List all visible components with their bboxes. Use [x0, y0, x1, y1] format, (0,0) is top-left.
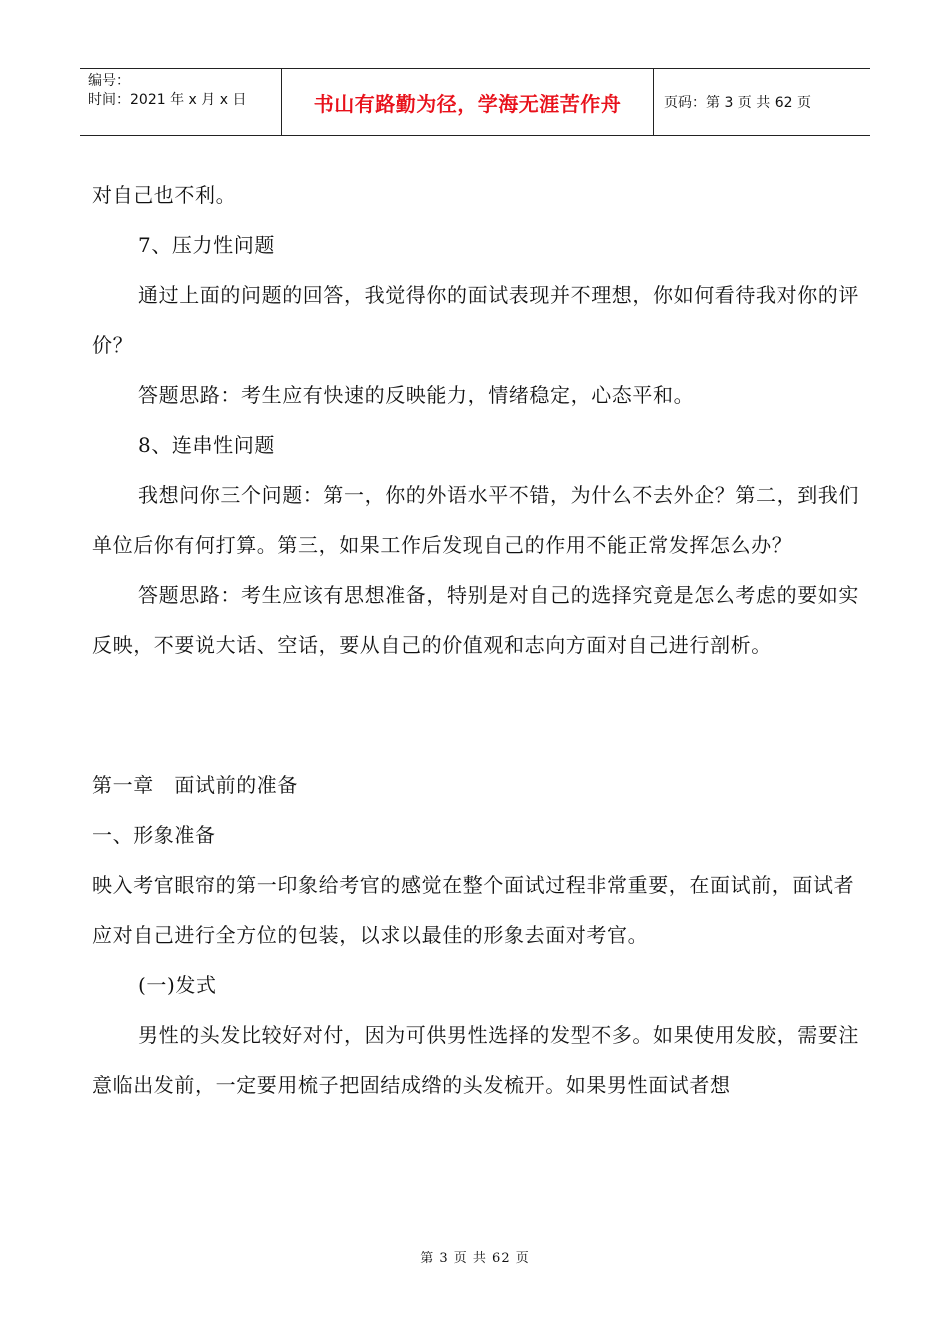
section-heading: 7、压力性问题 — [138, 233, 275, 257]
subsection-heading: (一)发式 — [138, 973, 217, 997]
paragraph: 映入考官眼帘的第一印象给考官的感觉在整个面试过程非常重要，在面试前，面试者应对自己进行全方位的包装，以求以最佳的形象去面对考官。 — [92, 873, 855, 947]
section-heading: 8、连串性问题 — [138, 433, 275, 457]
document-body — [92, 170, 862, 1110]
time-label: 时间：2021 年 x 月 x 日 — [88, 92, 247, 108]
page-footer: 第 3 页 共 62 页 — [420, 1251, 530, 1266]
spacer — [92, 670, 862, 760]
section-heading: 一、形象准备 — [92, 823, 216, 847]
paragraph: 答题思路：考生应该有思想准备，特别是对自己的选择究竟是怎么考虑的要如实反映，不要说大话、空话，要从自己的价值观和志向方面对自己进行剖析。 — [92, 583, 859, 657]
number-label: 编号： — [88, 73, 130, 89]
paragraph: 答题思路：考生应有快速的反映能力，情绪稳定，心态平和。 — [138, 383, 695, 407]
header-motto: 书山有路勤为径，学海无涯苦作舟 — [282, 69, 654, 135]
page-header — [80, 68, 870, 136]
paragraph: 对自己也不利。 — [92, 183, 237, 207]
paragraph: 通过上面的问题的回答，我觉得你的面试表现并不理想，你如何看待我对你的评价？ — [92, 283, 859, 357]
chapter-heading: 第一章 面试前的准备 — [92, 773, 298, 797]
header-left-cell — [80, 69, 282, 135]
paragraph: 男性的头发比较好对付，因为可供男性选择的发型不多。如果使用发胶，需要注意临出发前，一定要用梳子把固结成绺的头发梳开。如果男性面试者想 — [92, 1023, 859, 1097]
header-page-info: 页码：第 3 页 共 62 页 — [664, 95, 811, 111]
paragraph: 我想问你三个问题：第一，你的外语水平不错，为什么不去外企？第二，到我们单位后你有何打算。第三，如果工作后发现自己的作用不能正常发挥怎么办？ — [92, 483, 859, 557]
